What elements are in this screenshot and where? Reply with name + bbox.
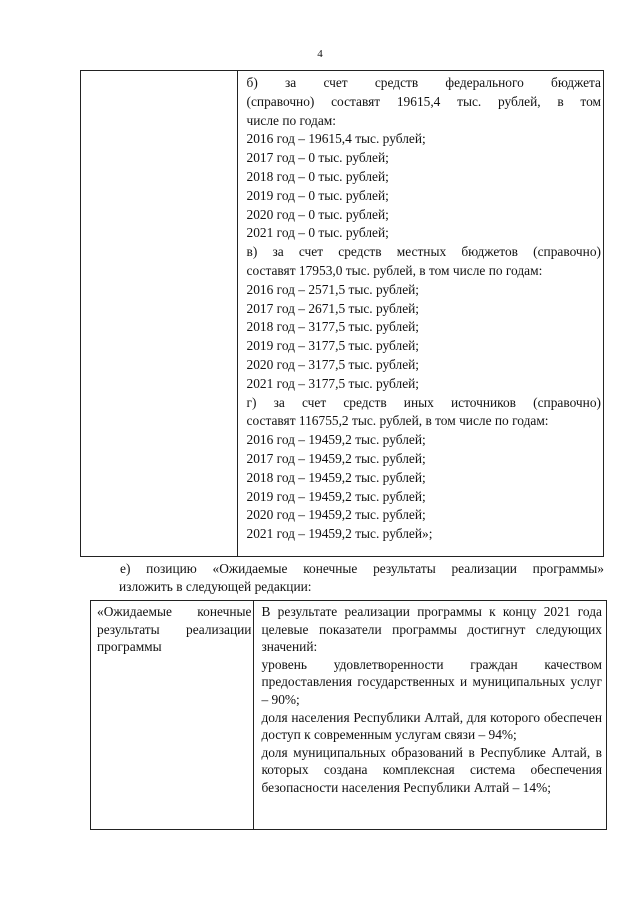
results-content-cell xyxy=(254,601,607,830)
results-table xyxy=(90,600,607,830)
amendment-paragraph-line: е) позицию «Ожидаемые конечные результаты реализации программы» xyxy=(120,561,604,576)
other-year-line: 2017 год – 19459,2 тыс. рублей; xyxy=(246,450,426,466)
other-header-line: г) за счет средств иных источников (справочно) xyxy=(246,394,601,410)
funding-table xyxy=(80,70,604,557)
federal-year-line: 2020 год – 0 тыс. рублей; xyxy=(246,206,389,222)
other-year-line: 2021 год – 19459,2 тыс. рублей»; xyxy=(246,526,433,542)
other-year-line: 2019 год – 19459,2 тыс. рублей; xyxy=(246,488,426,504)
local-header-line: в) за счет средств местных бюджетов (справочно) xyxy=(246,244,601,260)
local-budget-block xyxy=(247,243,601,393)
page-number: 4 xyxy=(317,48,323,60)
results-paragraph: В результате реализации программы к концу 2021 года целевые показатели программы достигнут следующих значений: xyxy=(261,604,602,655)
local-year-line: 2017 год – 2671,5 тыс. рублей; xyxy=(246,300,420,316)
other-year-line: 2018 год – 19459,2 тыс. рублей; xyxy=(246,469,426,485)
local-year-line: 2020 год – 3177,5 тыс. рублей; xyxy=(246,356,420,372)
local-header-line: составят 17953,0 тыс. рублей, в том числе по годам: xyxy=(246,262,543,278)
federal-budget-block xyxy=(247,74,601,243)
results-paragraph: доля муниципальных образований в Республике Алтай, в которых создана комплексная система обеспечения безопасности населения Республики Алтай – 14%; xyxy=(261,744,602,795)
other-year-line: 2016 год – 19459,2 тыс. рублей; xyxy=(246,432,426,448)
local-year-line: 2019 год – 3177,5 тыс. рублей; xyxy=(246,338,420,354)
results-paragraph: доля населения Республики Алтай, для которого обеспечен доступ к современным услугам связи – 94%; xyxy=(261,709,602,743)
funding-table-content-cell xyxy=(237,71,603,557)
amendment-paragraph-line: изложить в следующей редакции: xyxy=(119,579,312,594)
results-label-cell xyxy=(91,601,254,830)
local-year-line: 2016 год – 2571,5 тыс. рублей; xyxy=(246,281,420,297)
federal-year-line: 2018 год – 0 тыс. рублей; xyxy=(246,168,389,184)
other-year-line: 2020 год – 19459,2 тыс. рублей; xyxy=(246,507,426,523)
other-header-line: составят 116755,2 тыс. рублей, в том числе по годам: xyxy=(246,413,549,429)
local-year-line: 2018 год – 3177,5 тыс. рублей; xyxy=(246,319,420,335)
federal-year-line: 2016 год – 19615,4 тыс. рублей; xyxy=(246,131,426,147)
results-label: «Ожидаемые конечные результаты реализации программы xyxy=(97,604,252,655)
federal-year-line: 2021 год – 0 тыс. рублей; xyxy=(246,225,389,241)
funding-table-label-cell xyxy=(81,71,238,557)
federal-header-line: числе по годам: xyxy=(246,112,336,128)
federal-header-line: (справочно) составят 19615,4 тыс. рублей, в том xyxy=(246,93,601,109)
other-sources-block xyxy=(247,394,601,544)
local-year-line: 2021 год – 3177,5 тыс. рублей; xyxy=(246,375,420,391)
results-paragraph: уровень удовлетворенности граждан качеством предоставления государственных и муниципальных услуг – 90%; xyxy=(261,656,602,707)
federal-year-line: 2017 год – 0 тыс. рублей; xyxy=(246,150,389,166)
federal-year-line: 2019 год – 0 тыс. рублей; xyxy=(246,187,389,203)
federal-header-line: б) за счет средств федерального бюджета xyxy=(246,75,601,90)
